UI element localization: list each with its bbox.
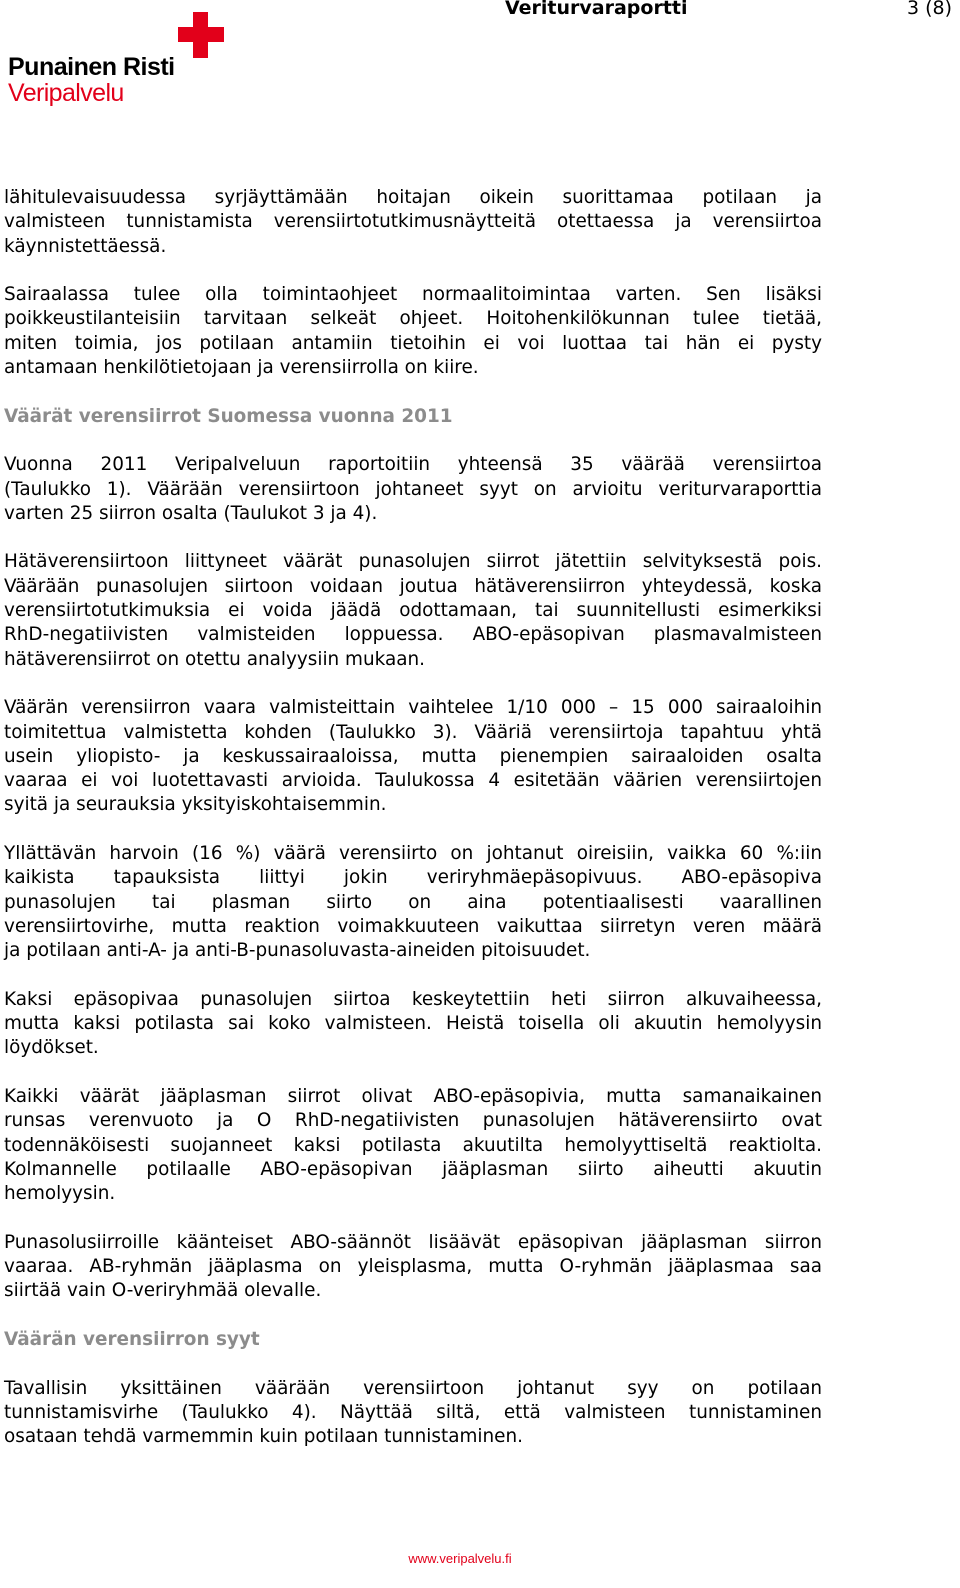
paragraph: lähitulevaisuudessa syrjäyttämään hoitajan oikein suorittamaa potilaan ja valmisteen tunnistamista verensiirtotutkimusnäytteitä otettaessa ja verensiirtoa käynnistettäessä. bbox=[4, 187, 822, 257]
page-number: 3 (8) bbox=[906, 0, 952, 19]
paragraph: Punasolusiirroille käänteiset ABO-säännöt lisäävät epäsopivan jääplasman siirron vaaraa. AB-ryhmän jääplasma on yleisplasma, mutta O-ryhmän jääplasmaa saa siirtää vain O-veriryhmää olevalle. bbox=[4, 1231, 822, 1302]
red-cross-icon bbox=[178, 12, 224, 58]
paragraph: Tavallisin yksittäinen väärään verensiirtoon johtanut syy on potilaan tunnistamisvirhe (Taulukko 4). Näyttää siltä, että valmisteen tunnistaminen osataan tehdä varmemmin kuin potilaan tunnistaminen. bbox=[4, 1377, 822, 1448]
paragraph: Hätäverensiirtoon liittyneet väärät punasolujen siirrot jätettiin selvityksestä pois. Väärään punasolujen siirtoon voidaan joutua hätäverensiirron yhteydessä, koska verensiirtotutkimuksia ei voida jäädä odottamaan, tai suunnitellusti esimerkiksi RhD-negatiivisten valmisteiden loppuessa. ABO-epäsopivan plasmavalmisteen hätäverensiirrot on otettu analyysiin mukaan. bbox=[4, 551, 822, 670]
section-heading: Väärät verensiirrot Suomessa vuonna 2011 bbox=[4, 405, 453, 427]
paragraph: Kaksi epäsopivaa punasolujen siirtoa keskeytettiin heti siirron alkuvaiheessa, mutta kaksi potilasta sai koko valmisteen. Heistä toisella oli akuutin hemolyysin löydökset. bbox=[4, 988, 822, 1059]
paragraph: Kaikki väärät jääplasman siirrot olivat ABO-epäsopivia, mutta samanaikainen runsas verenvuoto ja O RhD-negatiivisten punasolujen hätäverensiirto ovat todennäköisesti suojanneet kaksi potilasta akuutilta hemolyyttiseltä reaktiolta. Kolmannelle potilaalle ABO-epäsopivan jääplasman siirto aiheutti akuutin hemolyysin. bbox=[4, 1085, 822, 1205]
footer-url-link[interactable]: www.veripalvelu.fi bbox=[408, 1551, 512, 1566]
document-title: Veriturvaraportti bbox=[505, 0, 688, 19]
section-heading: Väärän verensiirron syyt bbox=[4, 1328, 260, 1350]
paragraph: Väärän verensiirron vaara valmisteittain vaihtelee 1/10 000 – 15 000 sairaaloihin toimitettua valmistetta kohden (Taulukko 3). Vääriä verensiirtoja tapahtuu yhtä usein yliopisto- ja keskussairaaloissa, mutta pienempien sairaaloiden osalta vaaraa ei voi luotettavasti arvioida. Taulukossa 4 esitetään väärien verensiirtojen syitä ja seurauksia yksityiskohtaisemmin. bbox=[4, 697, 822, 816]
document-body bbox=[4, 186, 822, 1474]
red-cross-logo bbox=[6, 8, 226, 108]
paragraph: Yllättävän harvoin (16 %) väärä verensiirto on johtanut oireisiin, vaikka 60 %:iin kaikista tapauksista liittyi jokin veriryhmäepäsopivuus. ABO-epäsopiva punasolujen tai plasman siirto on aina potentiaalisesti vaarallinen verensiirtovirhe, mutta reaktion voimakkuuteen vaikuttaa siirretyn veren määrä ja potilaan anti-A- ja anti-B-punasoluvasta-aineiden pitoisuudet. bbox=[4, 843, 822, 962]
paragraph: Vuonna 2011 Veripalveluun raportoitiin yhteensä 35 väärää verensiirtoa (Taulukko 1). Väärään verensiirtoon johtaneet syyt on arvioitu veriturvaraporttia varten 25 siirron osalta (Taulukot 3 ja 4). bbox=[4, 454, 822, 524]
logo-unit-name: Veripalvelu bbox=[8, 79, 124, 107]
paragraph: Sairaalassa tulee olla toimintaohjeet normaalitoimintaa varten. Sen lisäksi poikkeustilanteisiin tarvitaan selkeät ohjeet. Hoitohenkilökunnan tulee tietää, miten toimia, jos potilaan antamiin tietoihin ei voi luottaa tai hän ei pysty antamaan henkilötietojaan ja verensiirrolla on kiire. bbox=[4, 284, 822, 379]
logo-org-name: Punainen Risti bbox=[8, 53, 175, 81]
